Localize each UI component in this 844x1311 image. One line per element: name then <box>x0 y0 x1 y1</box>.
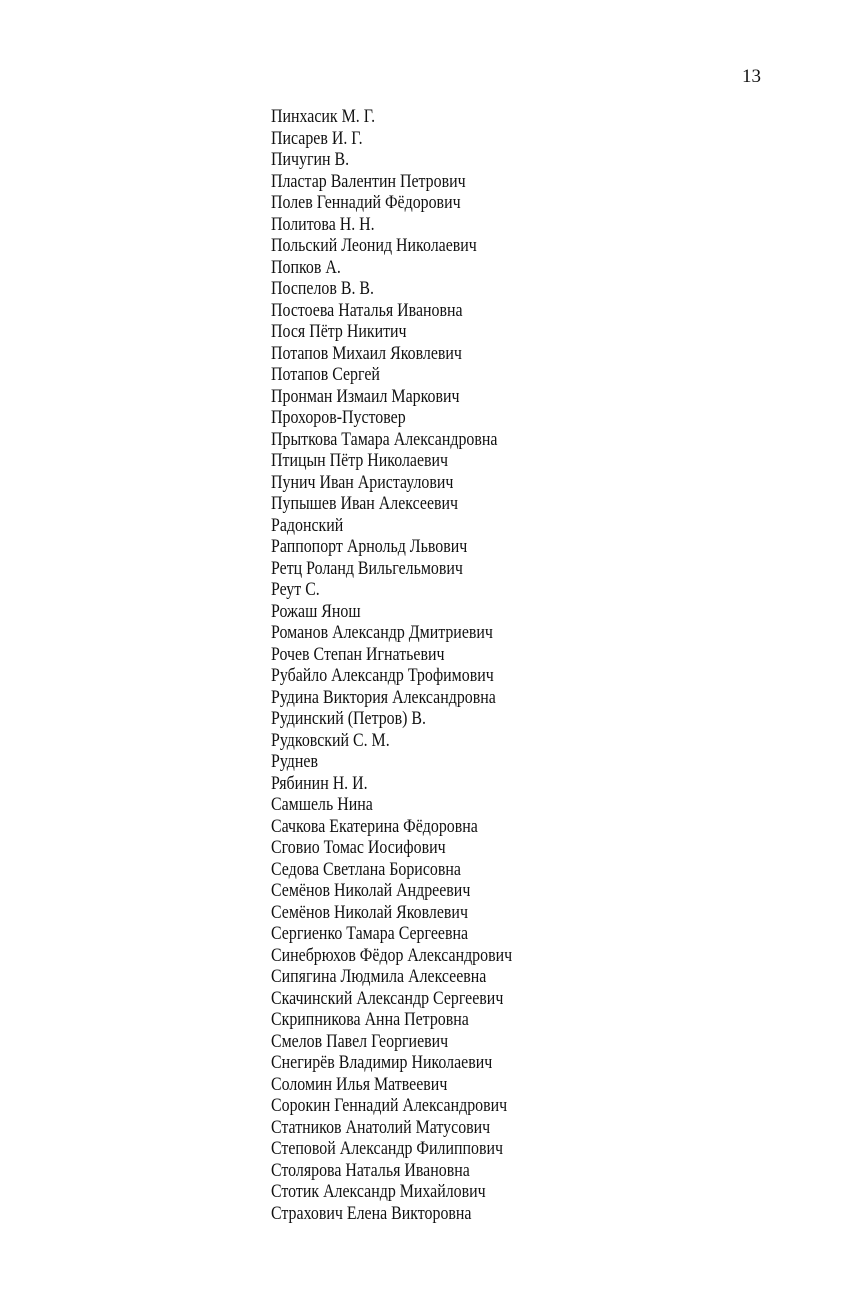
list-item: Рудина Виктория Александровна <box>271 687 496 708</box>
list-item: Сачкова Екатерина Фёдоровна <box>271 816 478 837</box>
list-item: Руднев <box>271 752 318 772</box>
list-item: Прохоров-Пустовер <box>271 408 406 428</box>
list-item: Пунич Иван Аристаулович <box>271 472 454 493</box>
list-item: Семёнов Николай Андреевич <box>271 881 471 901</box>
list-item: Соломин Илья Матвеевич <box>271 1074 448 1095</box>
list-item: Полев Геннадий Фёдорович <box>271 193 461 213</box>
list-item: Рожаш Янош <box>271 601 361 622</box>
list-item: Рудковский С. М. <box>271 730 390 751</box>
list-item: Романов Александр Дмитриевич <box>271 623 493 643</box>
name-list <box>271 107 512 1225</box>
list-item: Птицын Пётр Николаевич <box>271 451 449 471</box>
list-item: Самшель Нина <box>271 795 373 815</box>
list-item: Пичугин В. <box>271 150 350 170</box>
list-item: Рубайло Александр Трофимович <box>271 666 494 686</box>
list-item: Сипягина Людмила Алексеевна <box>271 967 487 987</box>
list-item: Раппопорт Арнольд Львович <box>271 537 468 557</box>
page-number: 13 <box>742 66 761 87</box>
list-item: Политова Н. Н. <box>271 214 375 235</box>
list-item: Пинхасик М. Г. <box>271 107 376 127</box>
list-item: Седова Светлана Борисовна <box>271 859 461 880</box>
list-item: Пластар Валентин Петрович <box>271 171 466 192</box>
list-item: Радонский <box>271 515 344 536</box>
list-item: Постоева Наталья Ивановна <box>271 300 463 321</box>
list-item: Рудинский (Петров) В. <box>271 709 427 729</box>
list-item: Потапов Сергей <box>271 365 380 385</box>
list-item: Статников Анатолий Матусович <box>271 1117 491 1138</box>
list-item: Реут С. <box>271 580 320 600</box>
list-item: Страхович Елена Викторовна <box>271 1203 472 1224</box>
list-item: Скрипникова Анна Петровна <box>271 1010 469 1030</box>
list-item: Потапов Михаил Яковлевич <box>271 343 462 364</box>
list-item: Сергиенко Тамара Сергеевна <box>271 924 469 944</box>
list-item: Столярова Наталья Ивановна <box>271 1160 470 1181</box>
list-item: Пупышев Иван Алексеевич <box>271 494 459 514</box>
list-item: Стотик Александр Михайлович <box>271 1182 486 1202</box>
list-item: Попков А. <box>271 257 341 278</box>
list-item: Сговио Томас Иосифович <box>271 838 446 858</box>
list-item: Ретц Роланд Вильгельмович <box>271 558 463 579</box>
list-item: Прыткова Тамара Александровна <box>271 429 498 450</box>
list-item: Рочев Степан Игнатьевич <box>271 644 445 665</box>
list-item: Пронман Измаил Маркович <box>271 386 460 407</box>
list-item: Поспелов В. В. <box>271 279 375 299</box>
list-item: Степовой Александр Филиппович <box>271 1139 503 1159</box>
list-item: Семёнов Николай Яковлевич <box>271 902 468 923</box>
list-item: Смелов Павел Георгиевич <box>271 1031 449 1052</box>
list-item: Польский Леонид Николаевич <box>271 236 477 256</box>
list-item: Пося Пётр Никитич <box>271 322 407 342</box>
list-item: Сорокин Геннадий Александрович <box>271 1096 508 1116</box>
list-item: Скачинский Александр Сергеевич <box>271 988 504 1009</box>
list-item: Рябинин Н. И. <box>271 773 368 794</box>
list-item: Синебрюхов Фёдор Александрович <box>271 945 513 966</box>
list-item: Писарев И. Г. <box>271 128 363 149</box>
list-item: Снегирёв Владимир Николаевич <box>271 1053 493 1073</box>
